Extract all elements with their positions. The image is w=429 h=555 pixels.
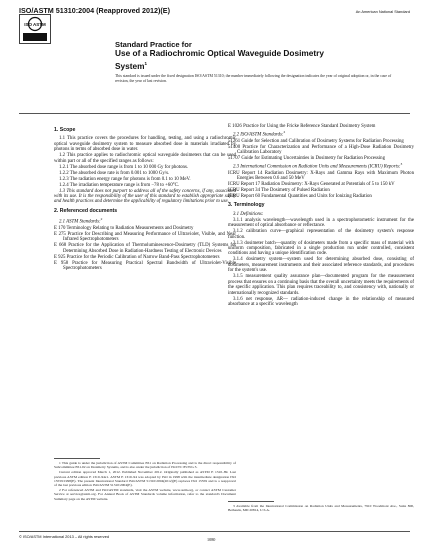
page-number: 1080 (207, 537, 216, 542)
paragraph-2-1: 2.1 ASTM Standards:$^2$ (59, 217, 103, 225)
footnote-1: 1 This guide is under the jurisdiction of ASTM Committee E61 on Radiation Processing and is the direct responsibility of Subcommittee E61.02 on Dosimetry Systems, and is also under the jurisdiction of ISO/TC 85/WG 3. (54, 461, 236, 470)
title-line-2: Use of a Radiochromic Optical Waveguide Dosimetry (115, 48, 325, 58)
title-line-1: Standard Practice for (115, 40, 192, 49)
definition-3-1-4: 3.1.4 dosimetry system—system used for determining absorbed dose, consisting of dosimeters, measurement instruments and their associated reference standards, and procedures for the system's use. (228, 257, 414, 274)
iso-astm-logo (19, 14, 51, 44)
section-3-heading: 3. Terminology (228, 202, 265, 209)
footnotes-left (54, 461, 236, 501)
title-block (115, 40, 375, 71)
document-designation: ISO/ASTM 51310:2004 (Reapproved 2012)(E) (19, 6, 170, 15)
iso-reference-item: 51261 Guide for Selection and Calibration of Dosimetry Systems for Radiation Processing (228, 138, 404, 144)
footnote-divider-left (54, 458, 100, 459)
right-column (228, 124, 414, 308)
bottom-divider (19, 531, 410, 532)
paragraph-1-1: 1.1 This practice covers the procedures for handling, testing, and using a radiochromic optical waveguide dosimetry system to measure absorbed dose in materials irradiated by photons in terms of absorbed dose in water. (54, 136, 236, 153)
icru-reference-item: ICRU Report 60 Fundamental Quantities and Units for Ionizing Radiation (228, 194, 372, 200)
footnote-3: 3 Available from the International Commission on Radiation Units and Measurements, 7910 Woodmont Ave., Suite 800, Bethesda, MD 20814, U.S.A. (228, 504, 414, 513)
icru-reference-item: ICRU Report 14 Radiation Dosimetry: X-Rays and Gamma Rays with Maximum Photon Energies Between 0.6 and 50 MeV (228, 170, 414, 182)
paragraph-1-2: 1.2 This practice applies to radiochromic optical waveguide dosimeters that can be used within part or all of the specified ranges as follows: (54, 153, 236, 164)
paragraph-1-2-2: 1.2.2 The absorbed dose rate is from 0.001 to 1000 Gy/s. (59, 170, 170, 176)
reference-item: E 925 Practice for the Periodic Calibration of Narrow Band-Pass Spectrophotometers (54, 254, 220, 260)
top-divider (19, 113, 410, 114)
definition-3-1-5: 3.1.5 measurement quality assurance plan—documented program for the measurement process that ensures on a continuing basis that the overall uncertainty meets the requirements of the specific application. This plan requires traceability to, and consistency with, nationally or internationally recognized standards. (228, 274, 414, 296)
reference-item: E 275 Practice for Describing and Measuring Performance of Ultraviolet, Visible, and Near Infrared Spectrophotometers (54, 231, 236, 243)
national-standard-label: An American National Standard (355, 9, 410, 14)
definition-3-1-2: 3.1.2 calibration curve—graphical representation of the dosimetry system's response function. (228, 229, 414, 240)
section-1-heading: 1. Scope (54, 127, 76, 133)
paragraph-3-1: 3.1 Definitions: (233, 211, 264, 217)
iso-reference-item: 51707 Guide for Estimating Uncertainties in Dosimetry for Radiation Processing (228, 156, 385, 162)
footnote-1-edition: Current edition approved March 1, 2012. Published November 2012. Originally published as ASTM E 1310–89. Last previous ASTM edition E 1310–94ε1. ASTM E 1310–94 was adopted by ISO in 1998 with the intermediate designation ISO 15559:1998(E). The present International Standard ISO/ASTM 51310:2004(2012)(E) replaces ISO 15559 and is a reapproval of the last previous edition ISO/ASTM 51310:2004(E). (54, 470, 236, 488)
reference-item: E 1026 Practice for Using the Fricke Reference Standard Dosimetry System (228, 124, 376, 129)
reference-item: E 668 Practice for the Application of Thermoluminescence-Dosimetry (TLD) Systems for Determining Absorbed Dose in Radiation-Hardness Testing of Electronic Devices (54, 243, 236, 254)
section-2-heading: 2. Referenced documents (54, 207, 118, 214)
reference-item: E 958 Practice for Measuring Practical Spectral Bandwidth of Ultraviolet-Visible Spectrophotometers (54, 260, 236, 272)
icru-reference-item: ICRU Report 17 Radiation Dosimetry: X-Rays Generated at Potentials of 5 to 150 kV (228, 182, 395, 188)
paragraph-1-2-3: 1.2.3 The radiation energy range for photons is from 0.1 to 10 MeV. (59, 176, 191, 182)
paragraph-1-3: 1.3 This standard does not purport to address all of the safety concerns, if any, associated with its use. It is the responsibility of the user of this standard to establish appropriate safety and health practices and determine the applicability of regulatory limitations prior to use. (54, 188, 236, 205)
reference-item: E 170 Terminology Relating to Radiation Measurements and Dosimetry (54, 225, 194, 231)
paragraph-2-2: 2.2 ISO/ASTM Standards:$^2$ (233, 130, 286, 138)
title-line-3: System$^1$ (115, 60, 148, 71)
designation-note: This standard is issued under the fixed designation ISO/ASTM 51310; the number immediately following the designation indicates the year of original adoption or, in the case of revision, the year of last revision. (115, 74, 392, 83)
icru-reference-item: ICRU Report 34 The Dosimetry of Pulsed Radiation (228, 188, 330, 194)
definition-3-1-3: 3.1.3 dosimeter batch—quantity of dosimeters made from a specific mass of material with uniform composition, fabricated in a single production run under controlled, consistent conditions and having a unique identification code. (228, 240, 414, 257)
paragraph-1-2-4: 1.2.4 The irradiation temperature range is from −78 to +60°C. (59, 182, 180, 188)
left-column (54, 124, 236, 272)
copyright-notice: © ISO/ASTM International 2013 – All rights reserved (19, 534, 110, 539)
footnote-divider-right (228, 501, 274, 502)
definition-3-1-6: 3.1.6 net response, ΔR— radiation-induced change in the relationship of measured absorbance at a specific wavelength (228, 296, 414, 307)
footnote-2: 2 For referenced ASTM and ISO/ASTM standards, visit the ASTM website, www.astm.org, or contact ASTM Customer Service at service@astm.org. For Annual Book of ASTM Standards volume information, refer to the standard's Document Summary page on the ASTM website. (54, 488, 236, 501)
logo-text: ISO ASTM (24, 22, 46, 27)
paragraph-1-2-1: 1.2.1 The absorbed dose range is from 1 to 10 000 Gy for photons. (59, 164, 189, 170)
title-footnote-marker: 1 (144, 60, 148, 66)
paragraph-2-3: 2.3 International Commission on Radiation Units and Measurements (ICRU) Reports:$^3$ (233, 162, 403, 170)
definition-3-1-1: 3.1.1 analysis wavelength—wavelength used in a spectrophotometric instrument for the measurement of optical absorbance or reflectance. (228, 217, 414, 229)
iso-reference-item: 51400 Practice for Characterization and Performance of a High-Dose Radiation Dosimetry Calibration Laboratory (228, 144, 414, 156)
